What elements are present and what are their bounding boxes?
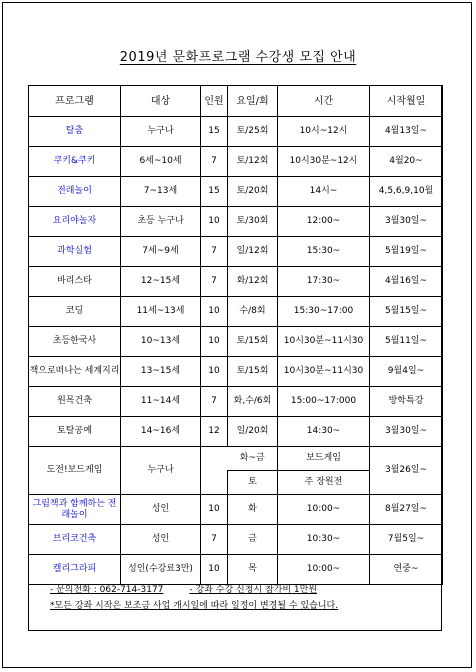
cell-program: 바리스타 [29,267,121,297]
cell-program: 초등한국사 [29,327,121,357]
cell-start: 연중~ [370,555,443,585]
cell-target: 성인 [121,495,201,525]
cell-target: 12~15세 [121,267,201,297]
phone-note: - 문의전화 : 062-714-3177 [50,585,164,595]
cell-count: 10 [201,207,228,237]
table-row [29,555,443,585]
cell-count: 7 [201,267,228,297]
cell-time: 10시30분~11시30 [278,327,370,357]
table-row [29,117,443,147]
cell-start: 9월4일~ [370,357,443,387]
cell-start: 4월13일~ [370,117,443,147]
cell-day: 토 [228,471,278,495]
cell-time: 12:00~ [278,207,370,237]
table-row [29,147,443,177]
cell-program: 책으로떠나는 세계지리 [29,357,121,387]
schedule-disclaimer: *모든 강좌 시작은 보조금 사업 개시일에 따라 일정이 변경될 수 있습니다. [50,601,339,611]
cell-target: 14~16세 [121,417,201,447]
cell-target: 6세~10세 [121,147,201,177]
header-time: 시간 [278,86,370,117]
cell-target: 7세~9세 [121,237,201,267]
cell-program: 전래놀이 [29,177,121,207]
cell-start: 7월5일~ [370,525,443,555]
cell-day: 토/30회 [228,207,278,237]
cell-time: 17:30~ [278,267,370,297]
cell-time: 14시~ [278,177,370,207]
table-row [29,177,443,207]
cell-start: 8월27일~ [370,495,443,525]
table-header-row [29,86,443,117]
cell-time: 15:30~ [278,237,370,267]
cell-program: 쿠키&쿠키 [29,147,121,177]
document-title: 2019년 문화프로그램 수강생 모집 안내 [119,50,357,65]
cell-program: 그림책과 함께하는 전래놀이 [29,495,121,525]
cell-day: 화,수/6회 [228,387,278,417]
cell-time: 주 장원전 [278,471,370,495]
cell-time: 보드게임 [278,447,370,471]
cell-start: 3월30일~ [370,417,443,447]
cell-count: 10 [201,297,228,327]
table-row [29,297,443,327]
cell-count: 12 [201,417,228,447]
cell-start: 5월19일~ [370,237,443,267]
cell-start: 방학특강 [370,387,443,417]
cell-day: 토/12회 [228,147,278,177]
cell-start: 4월20~ [370,147,443,177]
header-count: 인원 [201,86,228,117]
cell-target: 10~13세 [121,327,201,357]
table-row-board-game [29,447,443,471]
cell-time: 10시30분~12시 [278,147,370,177]
cell-program: 과학실험 [29,237,121,267]
cell-day: 토/15회 [228,357,278,387]
cell-target: 성인(수강료3만) [121,555,201,585]
table-row [29,525,443,555]
cell-target: 성인 [121,525,201,555]
cell-target: 초등 누구나 [121,207,201,237]
cell-program: 캘리그라피 [29,555,121,585]
cell-start: 5월11일~ [370,327,443,357]
cell-start: 5월15일~ [370,297,443,327]
cell-count [201,447,228,495]
cell-time: 10시30분~11시30 [278,357,370,387]
table-row [29,207,443,237]
cell-target: 누구나 [121,447,201,495]
cell-day: 화~금 [228,447,278,471]
fee-note: - 강좌 수강 신청시 참가비 1만원 [189,585,318,595]
header-program: 프로그램 [29,86,121,117]
cell-day: 화 [228,495,278,525]
cell-start: 4월16일~ [370,267,443,297]
cell-program: 코딩 [29,297,121,327]
cell-program: 도전!보드게임 [29,447,121,495]
cell-count: 7 [201,387,228,417]
cell-count: 10 [201,495,228,525]
cell-count: 15 [201,177,228,207]
cell-count: 7 [201,147,228,177]
cell-program: 브리코건축 [29,525,121,555]
cell-day: 일/12회 [228,237,278,267]
cell-target: 11세~13세 [121,297,201,327]
header-start: 시작월일 [370,86,443,117]
table-row [29,327,443,357]
cell-day: 목 [228,555,278,585]
cell-start: 4,5,6,9,10월 [370,177,443,207]
cell-target: 13~15세 [121,357,201,387]
cell-time: 15:30~17:00 [278,297,370,327]
cell-start: 3월26일~ [370,447,443,495]
cell-target: 7~13세 [121,177,201,207]
table-row [29,387,443,417]
header-day: 요일/회 [228,86,278,117]
cell-time: 10:00~ [278,495,370,525]
cell-program: 토탈공예 [29,417,121,447]
table-row [29,495,443,525]
table-row [29,357,443,387]
cell-time: 10시~12시 [278,117,370,147]
cell-day: 토/15회 [228,327,278,357]
cell-program: 원목건축 [29,387,121,417]
table-row [29,417,443,447]
cell-day: 화/12회 [228,267,278,297]
cell-time: 15:00~17:000 [278,387,370,417]
cell-program: 탈춤 [29,117,121,147]
cell-start: 3월30일~ [370,207,443,237]
cell-day: 금 [228,525,278,555]
cell-time: 10:30~ [278,525,370,555]
cell-day: 일/20회 [228,417,278,447]
cell-day: 수/8회 [228,297,278,327]
cell-target: 누구나 [121,117,201,147]
header-target: 대상 [121,86,201,117]
notes [50,582,338,614]
cell-time: 14:30~ [278,417,370,447]
cell-count: 10 [201,555,228,585]
cell-time: 10:00~ [278,555,370,585]
cell-count: 10 [201,327,228,357]
cell-count: 7 [201,525,228,555]
cell-count: 10 [201,357,228,387]
cell-program: 요리야놀자 [29,207,121,237]
cell-count: 15 [201,117,228,147]
cell-day: 토/20회 [228,177,278,207]
program-table [28,85,443,585]
table-row [29,237,443,267]
table-row [29,267,443,297]
cell-count: 7 [201,237,228,267]
cell-day: 토/25회 [228,117,278,147]
cell-target: 11~14세 [121,387,201,417]
